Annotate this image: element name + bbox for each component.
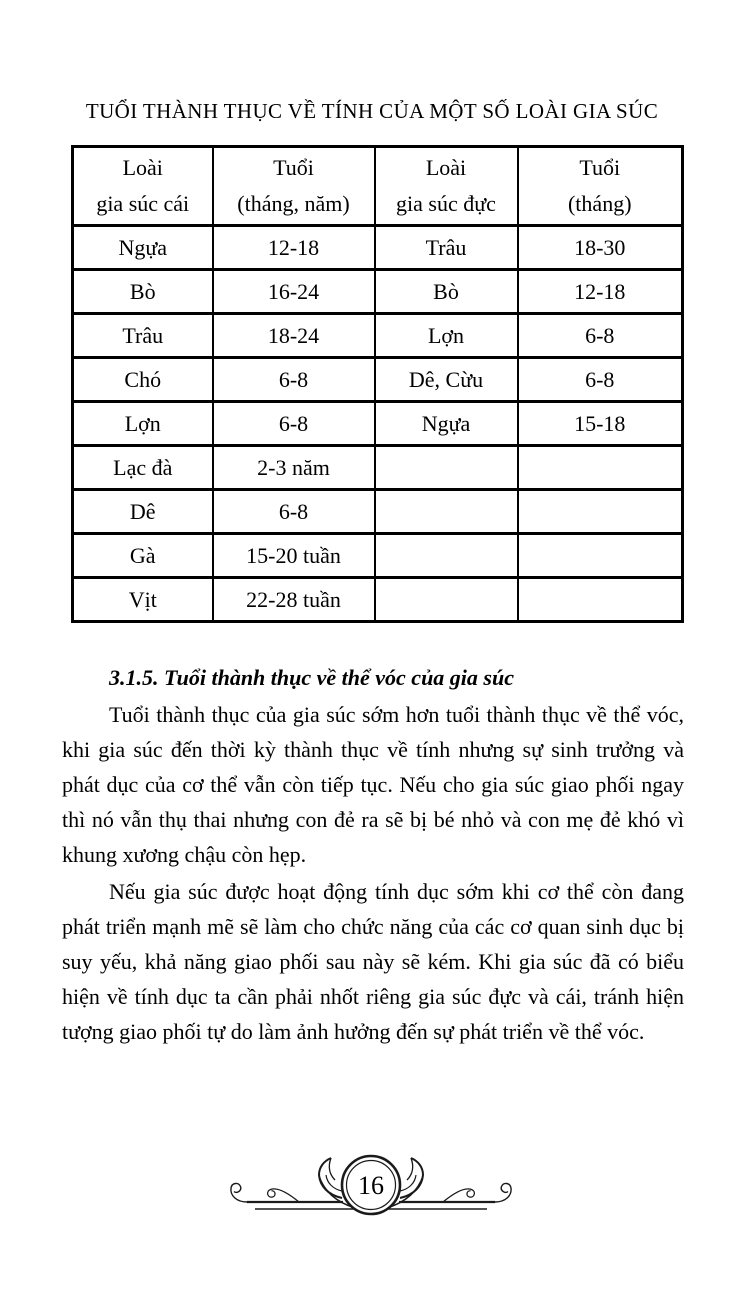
table-cell: 18-30 (518, 226, 683, 270)
table-row (73, 578, 683, 622)
header-line: Loài (122, 155, 163, 180)
table-title: TUỔI THÀNH THỤC VỀ TÍNH CỦA MỘT SỐ LOÀI GIA SÚC (85, 99, 659, 123)
table-cell: 6-8 (213, 358, 375, 402)
table-cell: 18-24 (213, 314, 375, 358)
table-cell: 15-20 tuần (213, 534, 375, 578)
body-text-block (62, 660, 684, 1049)
table-cell: 6-8 (518, 314, 683, 358)
table-header-cell (213, 147, 375, 226)
header-line: Tuổi (579, 155, 621, 180)
table-cell: 15-18 (518, 402, 683, 446)
section-heading: 3.1.5. Tuổi thành thục về thể vóc của gia súc (109, 665, 514, 690)
table-row (73, 358, 683, 402)
table-row (73, 314, 683, 358)
flourish-icon (225, 1132, 517, 1240)
table-cell (375, 534, 518, 578)
table-cell: Trâu (375, 226, 518, 270)
page-footer-ornament (225, 1132, 517, 1240)
table-cell: 22-28 tuần (213, 578, 375, 622)
table-cell: 6-8 (213, 402, 375, 446)
paragraph: Tuổi thành thục của gia súc sớm hơn tuổi thành thục về thể vóc, khi gia súc đến thời kỳ thành thục về tính nhưng sự sinh trưởng và phát dục của cơ thể vẫn còn tiếp tục. Nếu cho gia súc giao phối ngay thì nó vẫn thụ thai nhưng con đẻ ra sẽ bị bé nhỏ và con mẹ đẻ khó vì khung xương chậu còn hẹp. (62, 702, 684, 867)
table-cell: Vịt (73, 578, 213, 622)
table-cell (375, 490, 518, 534)
header-line: Loài (425, 155, 467, 180)
table-cell: Dê, Cừu (375, 358, 518, 402)
table-cell: Ngựa (375, 402, 518, 446)
table-cell: Lạc đà (73, 446, 213, 490)
table-row (73, 534, 683, 578)
table-cell: Chó (73, 358, 213, 402)
table-cell: Lợn (73, 402, 213, 446)
table-cell (375, 446, 518, 490)
table-cell (375, 578, 518, 622)
page-number: 16 (358, 1171, 384, 1200)
table-cell (518, 446, 683, 490)
table-row (73, 402, 683, 446)
table-cell: 2-3 năm (213, 446, 375, 490)
table-row (73, 446, 683, 490)
header-line: (tháng) (567, 191, 632, 216)
header-line: gia súc đực (396, 191, 496, 216)
table-cell: Bò (73, 270, 213, 314)
table-row (73, 490, 683, 534)
table-cell: 6-8 (213, 490, 375, 534)
header-line: (tháng, năm) (237, 191, 350, 216)
table-cell: 16-24 (213, 270, 375, 314)
header-line: Tuổi (273, 155, 314, 180)
maturity-table (71, 145, 684, 623)
table-cell: 12-18 (213, 226, 375, 270)
table-cell: Trâu (73, 314, 213, 358)
table-cell: Ngựa (73, 226, 213, 270)
table-row (73, 270, 683, 314)
paragraph: Nếu gia súc được hoạt động tính dục sớm khi cơ thể còn đang phát triển mạnh mẽ sẽ làm cho chức năng của các cơ quan sinh dục bị suy yếu, khả năng giao phối sau này sẽ kém. Khi gia súc đã có biểu hiện về tính dục ta cần phải nhốt riêng gia súc đực và cái, tránh hiện tượng giao phối tự do làm ảnh hưởng đến sự phát triển về thể vóc. (62, 879, 684, 1044)
table-header-row (73, 147, 683, 226)
table-cell: Bò (375, 270, 518, 314)
table-cell: 12-18 (518, 270, 683, 314)
table-cell (518, 534, 683, 578)
table-cell: Gà (73, 534, 213, 578)
table-header-cell (73, 147, 213, 226)
table-cell (518, 490, 683, 534)
header-line: gia súc cái (96, 191, 190, 216)
table-cell: 6-8 (518, 358, 683, 402)
table-row (73, 226, 683, 270)
table-cell: Dê (73, 490, 213, 534)
table-header-cell (518, 147, 683, 226)
table-cell (518, 578, 683, 622)
table-cell: Lợn (375, 314, 518, 358)
table-header-cell (375, 147, 518, 226)
